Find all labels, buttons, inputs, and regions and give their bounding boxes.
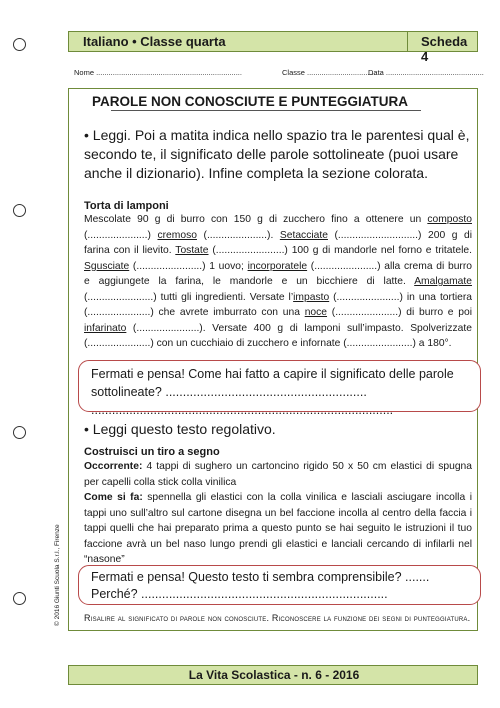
underlined-word: infarinato	[84, 322, 127, 334]
recipe-text-part: (......................) di burro e poi	[327, 307, 473, 318]
howto-label: Come si fa:	[84, 492, 143, 503]
regulative-title: Costruisci un tiro a segno	[84, 446, 220, 458]
recipe-text-part: (.....................)	[84, 229, 158, 241]
underlined-word: incorporatele	[247, 260, 308, 272]
binder-hole	[13, 204, 26, 217]
regulative-text	[84, 459, 472, 568]
underlined-word: Setacciate	[279, 229, 328, 241]
recipe-text-part: (......................). Versate 400 g di lamponi sull’impasto. Spolverizzate (......................) con un cucchiaio di zucchero e infornate (.......................) a 180°.	[84, 322, 472, 349]
learning-objectives: Risalire al significato di parole non conosciute. Riconoscere la funzione dei segni di punteggiatura.	[84, 613, 471, 623]
underlined-word: Tostate	[175, 245, 209, 256]
subject-label: Italiano • Classe quarta	[83, 34, 226, 49]
binder-hole	[13, 592, 26, 605]
class-field[interactable]: Classe ....................................	[282, 68, 383, 77]
sheet-label: Scheda 4	[421, 34, 468, 64]
underlined-word: impasto	[293, 291, 330, 303]
header-divider	[407, 32, 408, 51]
recipe-text-part: (......................) in una tortiera (......................) che avrete imburrato con una	[84, 291, 472, 318]
howto-text: spennella gli elastici con la colla vinilica e lasciali asciugare incolla i tappi uno sull’altro sul cartone disegna un bel faccione incolla al centro della faccia i tappi quelli che hai preparato prima a questo punto se hai seguito le istruzioni il tuo faccione avrà un bel naso lungo prendi gli elastici e lanciali cercando di infilarli nel “nasone”	[84, 492, 472, 565]
date-field[interactable]: Data ...............................................	[368, 68, 484, 77]
recipe-text-part: (.....................).	[196, 229, 280, 241]
think-box-1-text[interactable]: Fermati e pensa! Come hai fatto a capire il significato delle parole sottolineate? .......................................................... .......................................................................................	[91, 367, 454, 417]
think-box-2	[78, 565, 481, 605]
underlined-word: composto	[427, 214, 472, 225]
recipe-text-part: (.......................) 1 uovo;	[129, 260, 248, 272]
think-box-1	[78, 360, 481, 417]
recipe-title: Torta di lamponi	[84, 200, 169, 212]
instruction-regulative: • Leggi questo testo regolativo.	[84, 421, 276, 437]
name-field[interactable]: Nome ......................................................................	[74, 68, 242, 77]
recipe-text	[84, 212, 472, 352]
underlined-word: Amalgamate	[414, 276, 472, 287]
underlined-word: Sgusciate	[84, 260, 130, 272]
binder-hole	[13, 426, 26, 439]
think-box-2-text[interactable]: Fermati e pensa! Questo testo ti sembra comprensibile? ....... Perché? .......................................................................	[91, 570, 430, 601]
footer-text: La Vita Scolastica - n. 6 - 2016	[188, 668, 360, 682]
recipe-text-part: (......................) alla crema di burro e aggiungete la farina, le mandorle e un bicchiere di latte.	[84, 260, 473, 287]
recipe-text-part: (............................) 200 g di farina con il lievito.	[84, 229, 473, 256]
instruction-read: • Leggi. Poi a matita indica nello spazio tra le parentesi qual è, secondo te, il significato delle parole sottolineate (puoi usare anche il dizionario). Infine completa la sezione colorata.	[84, 127, 470, 181]
recipe-text-part: Mescolate 90 g di burro con 150 g di zucchero fino a ottenere un	[84, 214, 428, 225]
underlined-word: cremoso	[157, 229, 197, 241]
recipe-text-part: (........................) 100 g di mandorle nel forno e tritatele.	[208, 245, 472, 256]
title-underline	[111, 110, 421, 111]
copyright-note: © 2016 Giunti Scuola S.r.l., Firenze	[54, 524, 61, 626]
page-title: PAROLE NON CONOSCIUTE E PUNTEGGIATURA	[91, 94, 408, 109]
underlined-word: noce	[304, 307, 328, 318]
binder-hole	[13, 38, 26, 51]
materials-label: Occorrente:	[84, 461, 143, 472]
footer-bar	[68, 665, 478, 685]
header-bar	[68, 31, 478, 64]
recipe-text-part: (.......................) tutti gli ingredienti. Versate l’	[84, 291, 294, 303]
materials-text: 4 tappi di sughero un cartoncino rigido 50 x 50 cm elastici di spugna per capelli colla stick colla vinilica	[84, 461, 472, 488]
